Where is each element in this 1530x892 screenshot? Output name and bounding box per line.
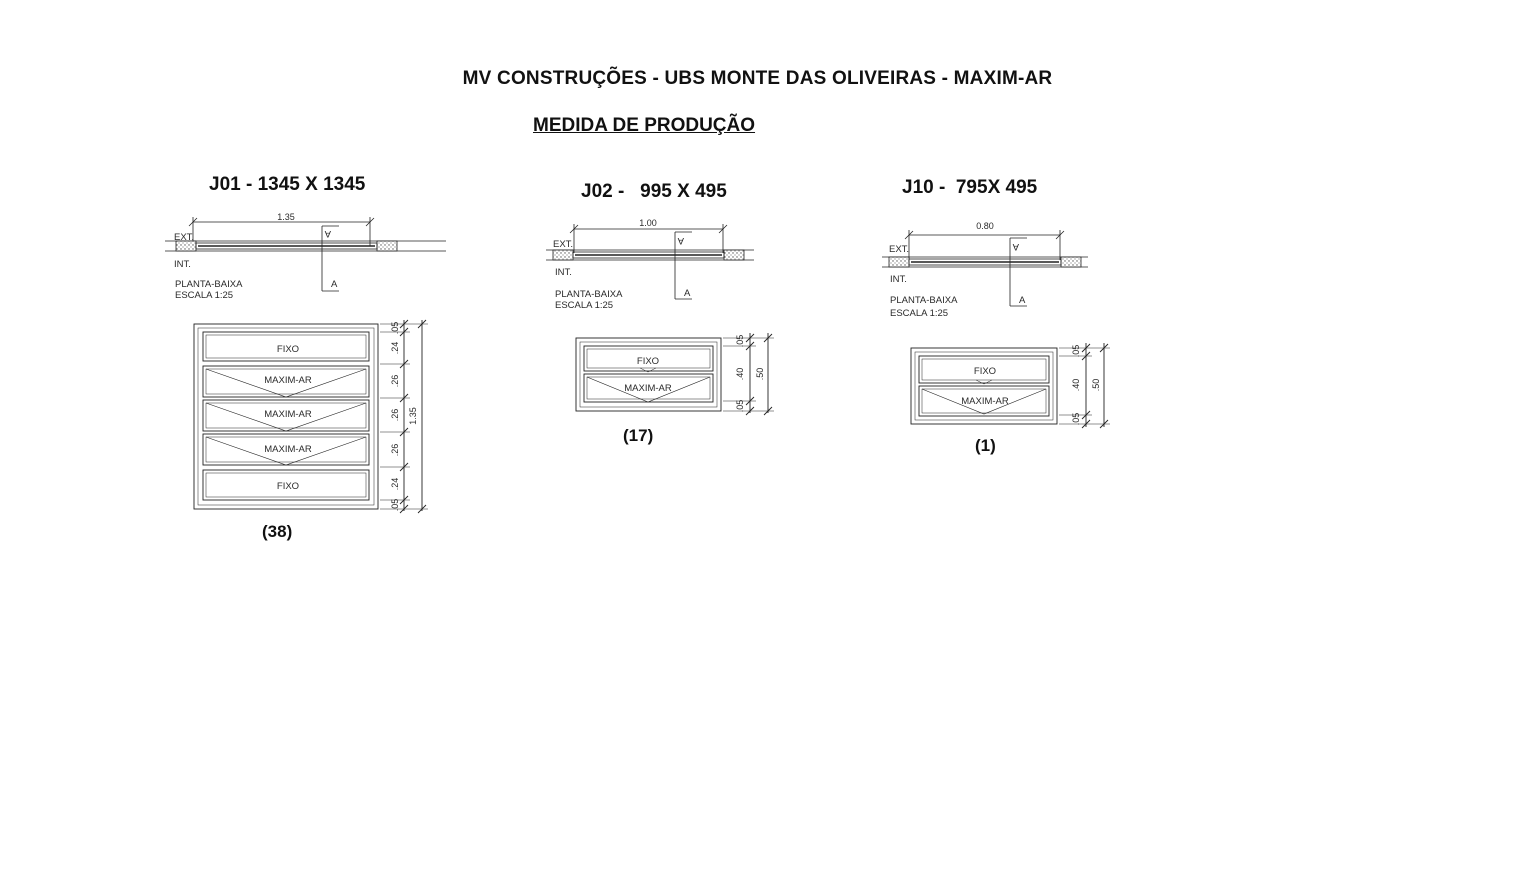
window-j01-panel-1: FIXO — [276, 344, 300, 355]
window-j02-int-label: INT. — [555, 267, 572, 278]
window-j02-elevation — [576, 333, 774, 415]
window-j10-ext-label: EXT. — [889, 244, 910, 255]
window-j01-quantity: (38) — [262, 522, 293, 541]
window-j10-section-mark-top: A — [1012, 241, 1019, 252]
window-j01-panel-2: MAXIM-AR — [264, 375, 312, 386]
window-j01-dim-4: .26 — [390, 408, 400, 422]
window-j10-int-label: INT. — [890, 274, 907, 285]
window-j10-title: J10 - 795X 495 — [902, 177, 1038, 198]
window-j10-panel-2: MAXIM-AR — [961, 396, 1009, 407]
window-j02-plan-scale: ESCALA 1:25 — [555, 300, 614, 311]
window-j01-plan-width: 1.35 — [277, 212, 295, 222]
drawing-title: MV CONSTRUÇÕES - UBS MONTE DAS OLIVEIRAS - MAXIM-AR — [462, 68, 1053, 89]
window-j01-dim-total: 1.35 — [408, 407, 418, 425]
drawing-subtitle: MEDIDA DE PRODUÇÃO — [533, 115, 756, 136]
window-j01-dim-6: .24 — [390, 477, 400, 491]
window-j01-plan-scale: ESCALA 1:25 — [175, 290, 234, 301]
window-j02-section-mark-top: A — [677, 235, 684, 246]
window-j02-panel-2: MAXIM-AR — [624, 383, 672, 394]
window-j01-section-mark-bottom: A — [331, 279, 338, 290]
window-j10-dim-1: .05 — [1071, 344, 1081, 358]
window-j01-section-mark-top: A — [324, 228, 331, 239]
window-j10-plan-label: PLANTA-BAIXA — [890, 295, 958, 306]
window-j10-panel-1: FIXO — [973, 366, 997, 377]
window-j02-ext-label: EXT. — [553, 239, 574, 250]
window-j02-plan — [546, 218, 754, 311]
window-j10-elevation — [911, 343, 1110, 428]
window-j01-title: J01 - 1345 X 1345 — [209, 174, 366, 195]
window-j01-panel-5: FIXO — [276, 481, 300, 492]
window-j01-panel-3: MAXIM-AR — [264, 409, 312, 420]
window-j02-plan-label: PLANTA-BAIXA — [555, 289, 623, 300]
window-j02-title: J02 - 995 X 495 — [581, 181, 727, 202]
window-j10-dim-2: .40 — [1071, 378, 1081, 392]
window-j02-dim-1: .05 — [735, 334, 745, 348]
window-j10-plan-width: 0.80 — [976, 221, 994, 231]
window-j02-panel-1: FIXO — [636, 356, 660, 367]
window-j01-plan — [165, 212, 446, 301]
window-j01-ext-label: EXT. — [174, 232, 195, 243]
window-j01-dim-7: .05 — [390, 498, 400, 512]
window-j10-dim-3: .05 — [1071, 412, 1081, 426]
window-j02-section-mark-bottom: A — [684, 288, 691, 299]
window-j02-dim-2: .40 — [735, 367, 745, 381]
window-j01-dim-1: .05 — [390, 321, 400, 335]
window-j10-plan-scale: ESCALA 1:25 — [890, 308, 949, 319]
window-j10-plan — [882, 221, 1088, 319]
window-j02-quantity: (17) — [623, 426, 654, 445]
window-j02-dim-total: .50 — [755, 367, 765, 381]
window-j02-dim-3: .05 — [735, 399, 745, 413]
window-j01-dim-5: .26 — [390, 443, 400, 457]
window-j01-plan-label: PLANTA-BAIXA — [175, 279, 243, 290]
window-j02-plan-width: 1.00 — [639, 218, 657, 228]
window-j01-dim-2: .24 — [390, 341, 400, 355]
window-j10-quantity: (1) — [975, 436, 996, 455]
window-j01-dim-3: .26 — [390, 374, 400, 388]
window-j01-elevation — [194, 320, 428, 513]
window-j01-int-label: INT. — [174, 259, 191, 270]
window-j10-dim-total: .50 — [1091, 378, 1101, 392]
window-j01-panel-4: MAXIM-AR — [264, 444, 312, 455]
window-j10-section-mark-bottom: A — [1019, 295, 1026, 306]
